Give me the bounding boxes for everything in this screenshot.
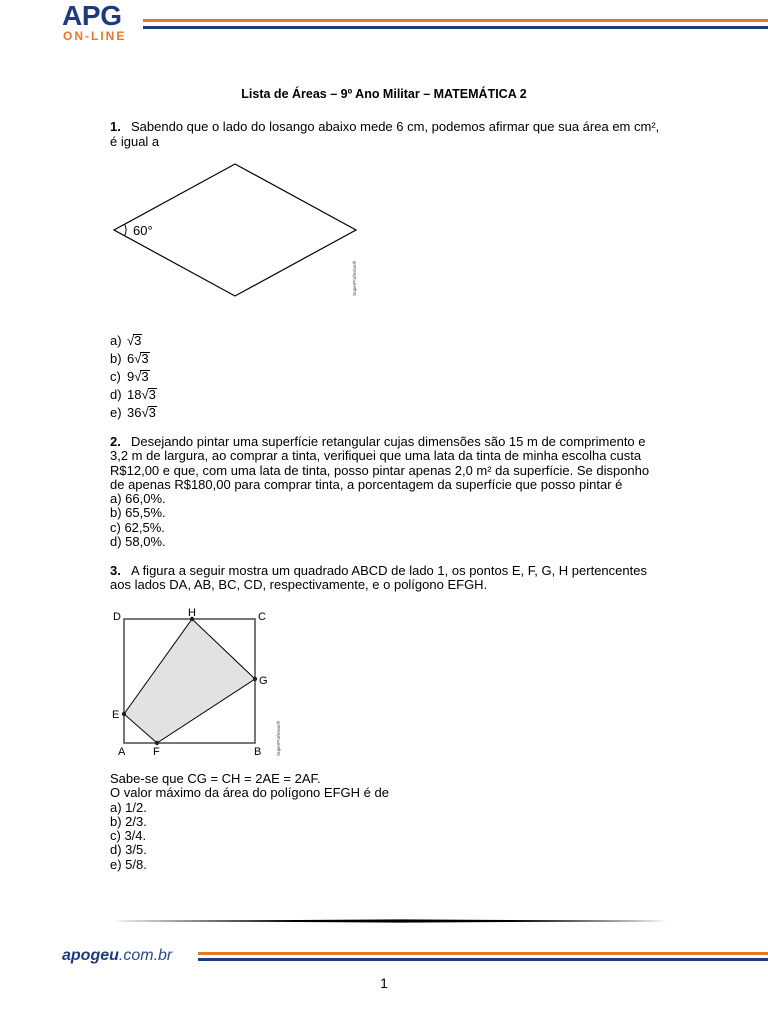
footer-divider-line bbox=[113, 919, 668, 922]
question-2-option-c: c) 62,5%. bbox=[110, 519, 165, 535]
radicand: 3 bbox=[134, 333, 142, 348]
question-2-option-a: a) 66,0%. bbox=[110, 491, 166, 507]
question-3-statement: O valor máximo da área do polígono EFGH é de bbox=[110, 785, 389, 801]
question-3-option-c: c) 3/4. bbox=[110, 828, 147, 844]
header-rule-orange bbox=[143, 19, 768, 22]
radicand: 3 bbox=[141, 369, 149, 384]
question-2-line-text: Desejando pintar uma superfície retangular cujas dimensões são 15 m de comprimento e bbox=[131, 434, 646, 449]
question-2 bbox=[110, 435, 649, 549]
label-g: G bbox=[259, 675, 268, 687]
radicand: 3 bbox=[148, 405, 156, 420]
question-1-line: é igual a bbox=[110, 134, 160, 149]
figure-watermark: SuperProfessor® bbox=[276, 720, 281, 756]
point-f bbox=[155, 741, 159, 745]
page-title: Lista de Áreas – 9º Ano Militar – MATEMÁTICA 2 bbox=[241, 87, 527, 101]
site-domain: .com.br bbox=[118, 947, 173, 964]
option-b bbox=[110, 350, 157, 368]
question-2-line: 3,2 m de largura, ao comprar a tinta, verifiquei que uma lata da tinta de minha escolha custa bbox=[110, 448, 642, 464]
apg-online-logo bbox=[62, 2, 126, 42]
question-2-line: de apenas R$180,00 para comprar tinta, a porcentagem da superfície que posso pintar é bbox=[110, 476, 623, 492]
question-3-option-b: b) 2/3. bbox=[110, 813, 147, 829]
question-2-option-b: b) 65,5%. bbox=[110, 505, 166, 521]
option-letter: c) bbox=[110, 369, 121, 384]
radical-sign: √ bbox=[141, 387, 149, 402]
label-c: C bbox=[258, 611, 266, 623]
coefficient: 6 bbox=[127, 351, 135, 366]
question-2-number: 2. bbox=[110, 434, 121, 449]
figure-watermark: SuperProfessor® bbox=[352, 260, 357, 296]
question-3-statement-and-options bbox=[110, 772, 389, 872]
question-1-number: 1. bbox=[110, 119, 121, 134]
label-a: A bbox=[118, 746, 126, 758]
option-letter: a) bbox=[110, 333, 122, 348]
option-c bbox=[110, 368, 157, 386]
radical-sign: √ bbox=[134, 369, 142, 384]
coefficient: 18 bbox=[127, 387, 142, 402]
question-1-text bbox=[110, 119, 659, 149]
radicand: 3 bbox=[141, 351, 149, 366]
question-3-option-e: e) 5/8. bbox=[110, 856, 147, 872]
polygon-efgh bbox=[124, 619, 255, 743]
point-e bbox=[122, 712, 126, 716]
option-d bbox=[110, 386, 157, 404]
question-2-line: R$12,00 e que, com uma lata de tinta, posso pintar apenas 2,0 m² da superfície. Se disponho bbox=[110, 462, 650, 478]
option-e bbox=[110, 404, 157, 422]
question-3-line: aos lados DA, AB, BC, CD, respectivamente, e o polígono EFGH. bbox=[110, 577, 488, 592]
radical-sign: √ bbox=[141, 405, 149, 420]
coefficient: 9 bbox=[127, 369, 135, 384]
option-letter: d) bbox=[110, 387, 122, 402]
question-3-text bbox=[110, 564, 647, 592]
square-abcd-figure bbox=[105, 600, 290, 765]
option-letter: e) bbox=[110, 405, 122, 420]
question-3-line-text: A figura a seguir mostra um quadrado ABCD de lado 1, os pontos E, F, G, H pertencentes bbox=[131, 563, 647, 578]
rhombus-figure bbox=[100, 150, 370, 310]
question-3-option-d: d) 3/5. bbox=[110, 842, 147, 858]
angle-arc bbox=[124, 224, 126, 236]
header-rule-blue bbox=[143, 26, 768, 29]
logo-sub-text: ON-LINE bbox=[63, 29, 127, 43]
site-brand: apogeu bbox=[62, 947, 119, 964]
label-b: B bbox=[254, 746, 262, 758]
question-1-line bbox=[110, 119, 659, 134]
page-number: 1 bbox=[380, 975, 388, 991]
label-f: F bbox=[153, 746, 160, 758]
label-d: D bbox=[113, 611, 121, 623]
label-h: H bbox=[188, 607, 196, 619]
question-2-line bbox=[110, 435, 649, 449]
question-3-statement: Sabe-se que CG = CH = 2AE = 2AF. bbox=[110, 771, 321, 786]
question-2-option-d: d) 58,0%. bbox=[110, 534, 166, 550]
point-g bbox=[253, 677, 257, 681]
option-letter: b) bbox=[110, 351, 122, 366]
radical-sign: √ bbox=[127, 333, 135, 348]
question-1-line-text: Sabendo que o lado do losango abaixo mede 6 cm, podemos afirmar que sua área em cm², bbox=[131, 119, 660, 134]
label-e: E bbox=[112, 709, 120, 721]
radicand: 3 bbox=[148, 387, 156, 402]
footer-divider bbox=[110, 915, 675, 927]
logo-main-text: APG bbox=[62, 0, 122, 31]
question-1-options bbox=[110, 332, 157, 422]
radical-sign: √ bbox=[134, 351, 142, 366]
footer-rule-orange bbox=[198, 952, 768, 955]
footer-rule-blue bbox=[198, 958, 768, 961]
question-3-line bbox=[110, 564, 647, 578]
question-3-number: 3. bbox=[110, 563, 121, 578]
coefficient: 36 bbox=[127, 405, 142, 420]
option-a bbox=[110, 332, 157, 350]
angle-label: 60° bbox=[133, 223, 153, 238]
question-3-option-a: a) 1/2. bbox=[110, 799, 147, 815]
site-address bbox=[62, 947, 172, 965]
